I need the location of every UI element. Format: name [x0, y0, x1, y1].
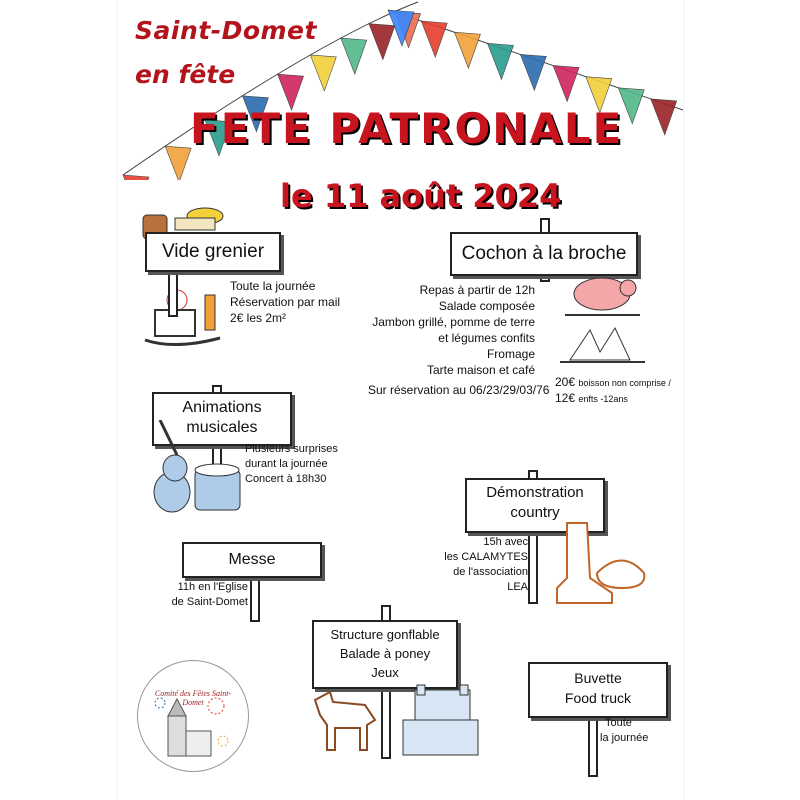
detail-line: 11h en l'Eglise — [177, 581, 248, 593]
bunting-flag — [487, 43, 513, 79]
buvette-post — [588, 710, 598, 777]
bunting-flag — [651, 99, 677, 135]
structure-sign — [312, 620, 458, 689]
village-name: Saint-Domet — [135, 16, 317, 45]
structure-label-3: Jeux — [371, 665, 399, 680]
boot-hat-illustration — [552, 518, 652, 608]
vide-grenier-post — [168, 270, 178, 317]
vide-grenier-details — [230, 278, 340, 326]
logo-text: Comité des Fêtes Saint-Domet — [154, 689, 232, 707]
cochon-menu — [330, 282, 535, 378]
bunting-flag — [310, 55, 336, 91]
menu-line: Salade composée — [438, 299, 535, 313]
detail-line: Toute la journée — [230, 279, 316, 293]
country-label-1: Démonstration — [486, 484, 584, 501]
guitar-drum-illustration — [150, 420, 245, 520]
poster-title: FETE PATRONALE — [190, 104, 624, 153]
vide-grenier-label: Vide grenier — [161, 241, 265, 262]
messe-post — [250, 575, 260, 622]
animations-label-1: Animations — [182, 399, 262, 416]
detail-line: 15h avec — [483, 536, 528, 548]
cochon-price-adult — [555, 374, 671, 391]
price-adult: 20€ — [555, 375, 576, 389]
bunting-flag — [165, 146, 191, 180]
bunting-flag — [553, 66, 579, 102]
menu-line: et légumes confits — [438, 331, 535, 345]
buvette-label-1: Buvette — [574, 670, 622, 686]
detail-line: durant la journée — [245, 458, 328, 470]
detail-line: LEA — [507, 581, 528, 593]
village-subtitle: en fête — [135, 60, 236, 89]
structure-label-1: Structure gonflable — [330, 627, 440, 642]
cochon-reservation: Sur réservation au 06/23/29/03/76 — [368, 383, 550, 397]
menu-line: Fromage — [486, 347, 535, 361]
menu-line: Tarte maison et café — [426, 363, 535, 377]
detail-line: Plusieurs surprises — [245, 443, 338, 455]
vide-grenier-illustration — [135, 200, 230, 350]
detail-line: Réservation par mail — [230, 295, 341, 309]
church-fireworks-icon — [138, 661, 248, 771]
detail-line: Toute — [605, 717, 632, 729]
messe-label: Messe — [228, 551, 276, 568]
bunting-flag — [520, 54, 546, 90]
buvette-label-2: Food truck — [564, 690, 632, 706]
structure-label-2: Balade à poney — [339, 646, 431, 661]
event-date: le 11 août 2024 — [280, 177, 562, 215]
detail-line: de l'association — [453, 566, 528, 578]
pony-bouncy-castle-illustration — [305, 680, 480, 760]
pig-illustration — [560, 270, 655, 370]
animations-details — [245, 442, 338, 487]
cochon-price-child — [555, 390, 628, 407]
price-child-note: enfts -12ans — [578, 394, 628, 404]
comite-logo — [137, 660, 249, 772]
messe-details — [150, 580, 248, 610]
price-adult-note: boisson non comprise / — [578, 378, 671, 388]
menu-line: Repas à partir de 12h — [419, 283, 535, 297]
bunting-flag — [454, 32, 480, 68]
bunting-flag — [369, 24, 395, 60]
messe-sign — [182, 542, 322, 578]
detail-line: 2€ les 2m² — [230, 311, 287, 325]
country-label-2: country — [510, 504, 560, 521]
bunting-flag — [123, 175, 149, 180]
bunting-flag — [341, 38, 367, 74]
animations-label-2: musicales — [186, 419, 258, 436]
bunting-flag — [421, 21, 447, 57]
menu-line: Jambon grillé, pomme de terre — [372, 315, 535, 329]
detail-line: Concert à 18h30 — [245, 473, 327, 485]
price-child: 12€ — [555, 391, 576, 405]
vide-grenier-sign — [145, 232, 281, 272]
detail-line: de Saint-Domet — [171, 596, 248, 608]
detail-line: la journée — [600, 732, 649, 744]
cochon-label: Cochon à la broche — [461, 243, 627, 264]
country-details — [420, 535, 528, 595]
buvette-details — [600, 716, 648, 746]
detail-line: les CALAMYTES — [444, 551, 528, 563]
buvette-sign — [528, 662, 668, 718]
